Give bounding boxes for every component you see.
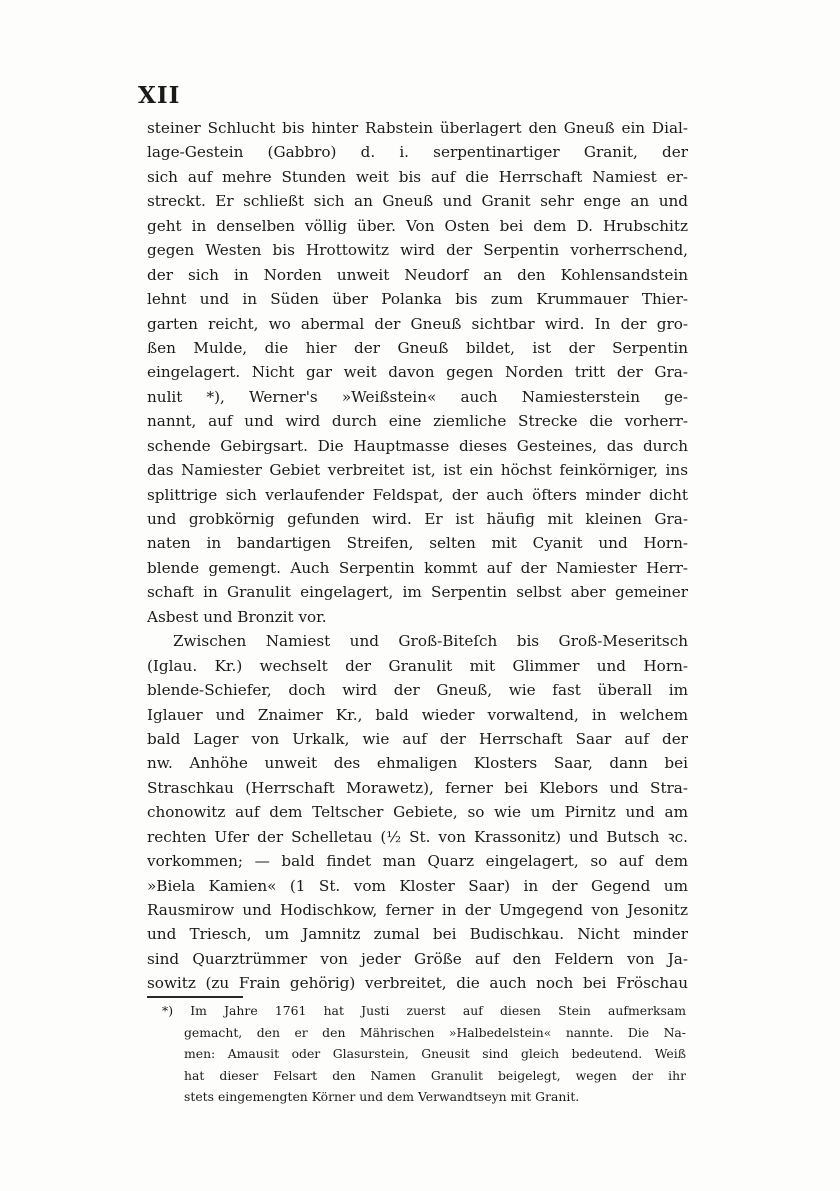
text-line: sowitz (zu Frain gehörig) verbreitet, die auch noch bei Fröschau [147, 974, 688, 993]
text-line: naten in bandartigen Streifen, selten mit Cyanit und Horn- [147, 534, 688, 553]
body-text [147, 116, 688, 996]
text-line: und Triesch, um Jamnitz zumal bei Budischkau. Nicht minder [147, 925, 688, 944]
text-line: chonowitz auf dem Teltscher Gebiete, so wie um Pirnitz und am [147, 803, 688, 822]
paragraph-end-line: Asbest und Bronzit vor. [147, 607, 327, 626]
text-line: schaft in Granulit eingelagert, im Serpentin selbst aber gemeiner [147, 583, 688, 602]
text-line: nw. Anhöhe unweit des ehmaligen Klosters Saar, dann bei [147, 754, 688, 773]
text-line: blende-Schiefer, doch wird der Gneuß, wie fast überall im [147, 681, 688, 700]
text-line: garten reicht, wo abermal der Gneuß sichtbar wird. In der gro- [147, 314, 688, 333]
text-line: nulit *), Werner's »Weißstein« auch Namiesterstein ge- [147, 387, 688, 406]
footnote-line: hat dieser Felsart den Namen Granulit beigelegt, wegen der ihr [184, 1067, 686, 1083]
text-line: »Biela Kamien« (1 St. vom Kloster Saar) in der Gegend um [147, 876, 688, 895]
footnote-divider [147, 996, 243, 998]
text-line: bald Lager von Urkalk, wie auf der Herrschaft Saar auf der [147, 729, 688, 748]
text-line: und grobkörnig gefunden wird. Er ist häufig mit kleinen Gra- [147, 510, 688, 528]
footnote-line: gemacht, den er den Mährischen »Halbedelstein« nannte. Die Na- [184, 1024, 686, 1040]
paragraph-start-line: Zwischen Namiest und Groß-Biteſch bis Groß-Meseritsch [173, 632, 688, 651]
page-number: XII [138, 82, 181, 109]
text-line: lehnt und in Süden über Polanka bis zum Krummauer Thier- [147, 290, 688, 309]
text-line: Rausmirow und Hodischkow, ferner in der Umgegend von Jesonitz [147, 901, 688, 919]
text-line: eingelagert. Nicht gar weit davon gegen Norden tritt der Gra- [147, 363, 688, 382]
footnote [162, 1000, 686, 1108]
footnote-line: stets eingemengten Körner und dem Verwandtseyn mit Granit. [184, 1089, 580, 1105]
text-line: das Namiester Gebiet verbreitet ist, ist ein höchst feinkörniger, ins [147, 461, 688, 480]
text-line: der sich in Norden unweit Neudorf an den Kohlensandstein [147, 265, 688, 284]
text-line: steiner Schlucht bis hinter Rabstein überlagert den Gneuß ein Dial- [147, 119, 688, 137]
text-line: sind Quarztrümmer von jeder Größe auf den Feldern von Ja- [147, 949, 688, 968]
text-line: Straschkau (Herrschaft Morawetz), ferner bei Klebors und Stra- [147, 778, 688, 797]
text-line: gegen Westen bis Hrottowitz wird der Serpentin vorherrschend, [147, 241, 688, 260]
text-line: schende Gebirgsart. Die Hauptmasse dieses Gesteines, das durch [147, 436, 688, 455]
text-line: blende gemengt. Auch Serpentin kommt auf der Namiester Herr- [147, 558, 688, 577]
text-line: geht in denselben völlig über. Von Osten bei dem D. Hrubschitz [147, 216, 688, 235]
footnote-line: *) Im Jahre 1761 hat Justi zuerst auf diesen Stein aufmerksam [162, 1003, 686, 1018]
footnote-line: men: Amausit oder Glasurstein, Gneusit sind gleich bedeutend. Weiß [184, 1046, 686, 1062]
text-line: streckt. Er schließt sich an Gneuß und Granit sehr enge an und [147, 192, 688, 211]
text-line: splittrige sich verlaufender Feldspat, der auch öfters minder dicht [147, 485, 688, 504]
text-line: vorkommen; — bald findet man Quarz eingelagert, so auf dem [147, 852, 688, 871]
text-line: lage-Gestein (Gabbro) d. i. serpentinartiger Granit, der [147, 143, 688, 162]
text-line: (Iglau. Kr.) wechselt der Granulit mit Glimmer und Horn- [147, 656, 688, 675]
text-line: ßen Mulde, die hier der Gneuß bildet, ist der Serpentin [147, 338, 688, 357]
text-line: rechten Ufer der Schelletau (½ St. von Krassonitz) und Butsch ꝛc. [147, 827, 688, 846]
text-line: nannt, auf und wird durch eine ziemliche Strecke die vorherr- [147, 412, 688, 431]
text-line: Iglauer und Znaimer Kr., bald wieder vorwaltend, in welchem [147, 705, 688, 724]
text-line: sich auf mehre Stunden weit bis auf die Herrschaft Namiest er- [147, 167, 688, 186]
